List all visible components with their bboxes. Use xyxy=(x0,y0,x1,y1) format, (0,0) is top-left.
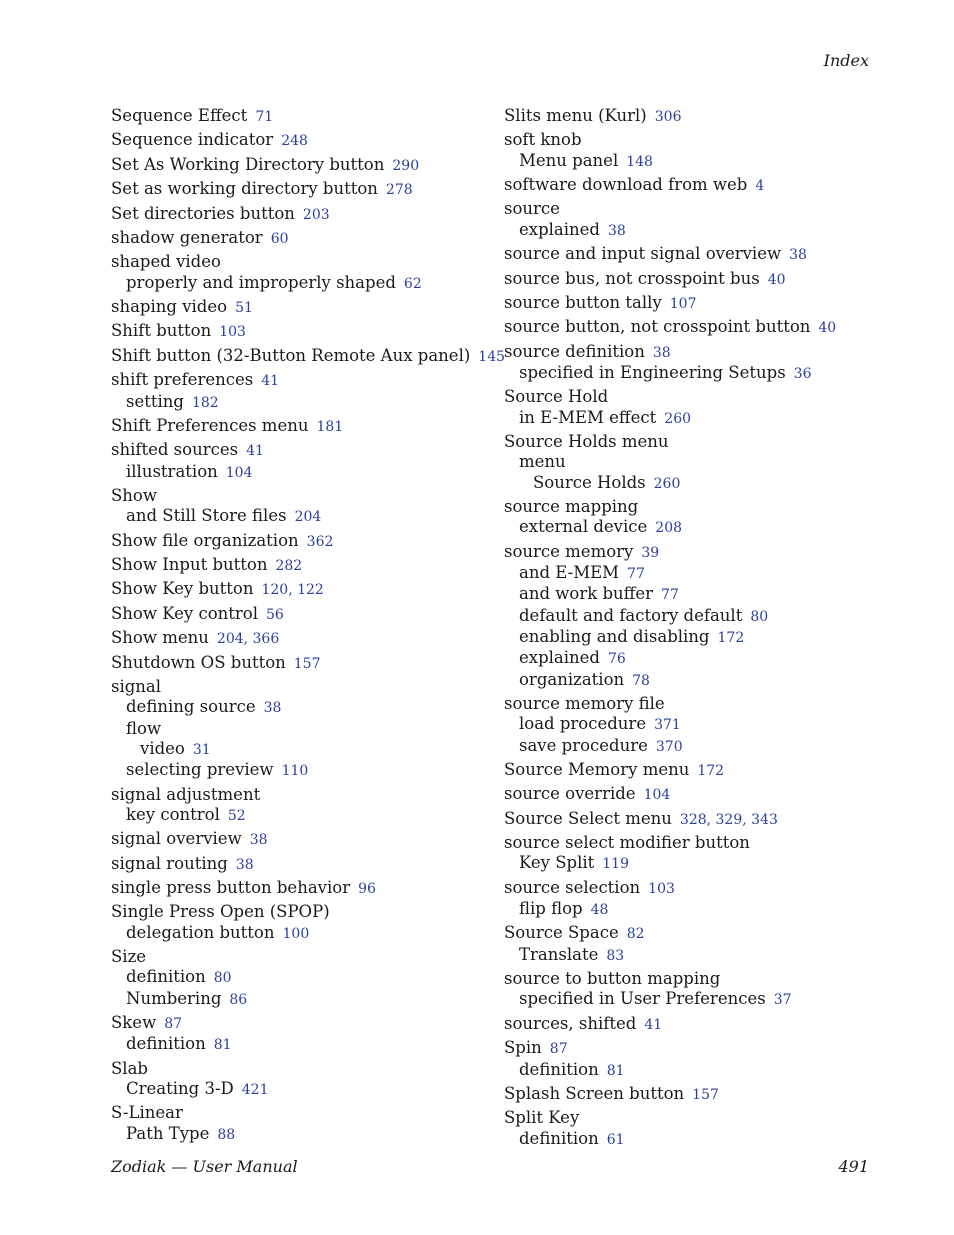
index-entry xyxy=(504,670,884,691)
page-reference-link[interactable]: 204, 366 xyxy=(216,631,280,648)
index-entry xyxy=(111,923,491,944)
page-reference-link[interactable]: 87 xyxy=(549,1041,568,1058)
page-reference-link[interactable]: 260 xyxy=(653,475,681,492)
footer-title: Zodiak — User Manual xyxy=(111,1157,298,1176)
index-term: source button, not crosspoint button xyxy=(504,317,811,337)
index-term: Single Press Open (SPOP) xyxy=(111,902,330,922)
index-entry xyxy=(504,714,884,735)
index-term: explained xyxy=(519,219,600,239)
index-entry xyxy=(504,293,884,314)
page-reference-link[interactable]: 260 xyxy=(664,410,692,427)
index-term: Source Memory menu xyxy=(504,759,690,779)
index-entry xyxy=(504,363,884,384)
index-term: Source Hold xyxy=(504,387,609,407)
index-entry xyxy=(111,273,491,294)
index-term: and Still Store files xyxy=(126,506,287,526)
index-term: setting xyxy=(126,391,184,411)
index-term: video xyxy=(140,738,185,758)
index-entry xyxy=(111,345,506,367)
index-entry xyxy=(504,497,884,517)
index-entry xyxy=(504,220,884,241)
page-reference-link[interactable]: 77 xyxy=(661,587,679,604)
page-reference-link[interactable]: 362 xyxy=(306,533,334,550)
index-term: shadow generator xyxy=(111,227,263,247)
index-entry xyxy=(504,199,884,219)
index-entry xyxy=(111,370,491,391)
page-reference-link[interactable]: 103 xyxy=(219,324,246,341)
page-reference-link[interactable]: 38 xyxy=(652,344,671,361)
index-entry xyxy=(504,694,884,714)
page-reference-link[interactable]: 203 xyxy=(302,206,330,223)
page-reference-link[interactable]: 40 xyxy=(767,271,786,288)
page-reference-link[interactable]: 282 xyxy=(275,558,303,575)
index-column-right xyxy=(504,106,884,1150)
index-term: Translate xyxy=(519,944,599,964)
page-reference-link[interactable]: 48 xyxy=(590,902,609,919)
index-term: defining source xyxy=(126,697,256,717)
index-entry xyxy=(111,947,491,967)
page-reference-link[interactable]: 56 xyxy=(265,606,284,623)
index-entry xyxy=(504,1084,884,1105)
index-entry xyxy=(111,878,491,899)
index-term: organization xyxy=(519,669,625,689)
index-term: signal routing xyxy=(111,853,228,873)
index-entry xyxy=(504,969,884,989)
index-term: Source Holds xyxy=(533,472,646,492)
page-reference-link[interactable]: 208 xyxy=(655,520,683,537)
page-reference-link[interactable]: 37 xyxy=(773,992,792,1009)
index-term: Source Space xyxy=(504,923,619,943)
index-entry xyxy=(111,604,491,625)
index-entry xyxy=(111,440,491,461)
index-entry xyxy=(111,677,491,697)
index-term: source bus, not crosspoint bus xyxy=(504,268,760,288)
page-reference-link[interactable]: 148 xyxy=(626,153,653,170)
index-term: Set As Working Directory button xyxy=(111,154,385,174)
page-reference-link[interactable]: 52 xyxy=(227,807,246,824)
index-term: Size xyxy=(111,947,147,967)
index-entry xyxy=(111,531,491,552)
index-entry xyxy=(111,297,491,318)
index-entry xyxy=(111,1079,491,1100)
index-term: Set as working directory button xyxy=(111,179,378,199)
index-entry xyxy=(504,1014,884,1035)
index-term: Key Split xyxy=(519,853,595,873)
index-entry xyxy=(504,1108,884,1128)
index-term: Numbering xyxy=(126,988,222,1008)
index-term: in E-MEM effect xyxy=(519,407,657,427)
index-term: shift preferences xyxy=(111,370,254,390)
index-term: Menu panel xyxy=(519,150,619,170)
index-term: Slits menu (Kurl) xyxy=(504,106,647,125)
index-term: definition xyxy=(126,1034,206,1054)
index-entry xyxy=(504,175,884,196)
index-entry xyxy=(111,739,491,760)
index-column-left xyxy=(111,106,506,1145)
page-reference-link[interactable]: 87 xyxy=(164,1016,183,1033)
index-term: Shift button xyxy=(111,321,212,341)
index-entry xyxy=(111,106,491,127)
page-reference-link[interactable]: 38 xyxy=(789,247,807,264)
index-entry xyxy=(111,697,491,718)
page-reference-link[interactable]: 157 xyxy=(692,1086,719,1103)
page-reference-link[interactable]: 104 xyxy=(225,464,253,481)
index-entry xyxy=(111,902,491,922)
index-term: flip flop xyxy=(519,899,583,919)
index-term: source select modifier button xyxy=(504,833,750,853)
page-reference-link[interactable]: 38 xyxy=(607,222,626,239)
index-term: shaping video xyxy=(111,297,228,317)
index-entry xyxy=(111,1124,491,1145)
index-term: Slab xyxy=(111,1058,148,1078)
index-entry xyxy=(111,785,491,805)
index-entry xyxy=(504,648,884,669)
index-term: source and input signal overview xyxy=(504,244,782,264)
index-entry xyxy=(504,878,884,899)
index-entry xyxy=(504,342,884,363)
index-term: Source Select menu xyxy=(504,808,672,828)
page-reference-link[interactable]: 31 xyxy=(192,741,211,758)
index-term: source override xyxy=(504,784,636,804)
index-term: definition xyxy=(519,1128,599,1148)
index-entry xyxy=(111,579,491,600)
index-term: shaped video xyxy=(111,252,221,272)
page-reference-link[interactable]: 100 xyxy=(282,925,310,942)
index-entry xyxy=(504,432,884,452)
index-entry xyxy=(111,1034,491,1055)
page-reference-link[interactable]: 86 xyxy=(229,991,248,1008)
index-entry xyxy=(504,244,884,265)
page-reference-link[interactable]: 172 xyxy=(697,762,725,779)
page-reference-link[interactable]: 157 xyxy=(293,655,321,672)
index-entry xyxy=(504,627,884,648)
index-term: S-Linear xyxy=(111,1103,183,1123)
index-term: flow xyxy=(126,718,162,738)
index-entry xyxy=(111,653,491,674)
index-entry xyxy=(504,606,884,627)
index-term: definition xyxy=(126,967,206,987)
running-header: Index xyxy=(823,51,869,70)
page-reference-link[interactable]: 81 xyxy=(606,1062,625,1079)
index-entry xyxy=(111,462,491,483)
page-reference-link[interactable]: 4 xyxy=(755,178,765,195)
index-entry xyxy=(111,416,491,437)
index-term: Source Holds menu xyxy=(504,432,669,452)
index-term: menu xyxy=(519,452,566,472)
page-reference-link[interactable]: 371 xyxy=(654,717,681,734)
index-entry xyxy=(504,809,884,830)
index-term: shifted sources xyxy=(111,440,239,460)
index-entry xyxy=(504,1129,884,1150)
index-term: illustration xyxy=(126,461,218,481)
page-reference-link[interactable]: 60 xyxy=(270,230,289,247)
index-term: source to button mapping xyxy=(504,969,721,989)
index-entry xyxy=(111,1103,491,1123)
page-reference-link[interactable]: 62 xyxy=(403,275,422,292)
index-term: load procedure xyxy=(519,714,647,734)
index-entry xyxy=(504,760,884,781)
page-reference-link[interactable]: 76 xyxy=(607,651,626,668)
page-reference-link[interactable]: 41 xyxy=(644,1016,663,1033)
index-entry xyxy=(504,989,884,1010)
index-term: soft knob xyxy=(504,130,582,150)
index-term: Show menu xyxy=(111,628,209,648)
index-term: external device xyxy=(519,517,648,537)
page-reference-link[interactable]: 104 xyxy=(643,787,671,804)
index-term: sources, shifted xyxy=(504,1013,637,1033)
index-entry xyxy=(111,204,491,225)
index-entry xyxy=(111,829,491,850)
index-term: single press button behavior xyxy=(111,878,351,898)
index-term: Splash Screen button xyxy=(504,1083,685,1103)
index-term: Spin xyxy=(504,1038,542,1058)
page-reference-link[interactable]: 36 xyxy=(793,366,812,383)
page-reference-link[interactable]: 328, 329, 343 xyxy=(679,811,778,828)
index-entry xyxy=(504,899,884,920)
page-reference-link[interactable]: 145 xyxy=(478,348,506,365)
page-reference-link[interactable]: 51 xyxy=(235,300,253,317)
page-reference-link[interactable]: 290 xyxy=(392,157,420,174)
index-term: and work buffer xyxy=(519,584,654,604)
index-term: key control xyxy=(126,804,220,824)
index-term: Set directories button xyxy=(111,203,295,223)
page-reference-link[interactable]: 78 xyxy=(632,672,650,689)
index-term: Show Key control xyxy=(111,603,258,623)
index-term: Sequence indicator xyxy=(111,130,274,150)
index-entry xyxy=(504,542,884,563)
index-entry xyxy=(111,228,491,249)
index-term: Show file organization xyxy=(111,530,299,550)
page-reference-link[interactable]: 38 xyxy=(235,856,254,873)
index-term: Skew xyxy=(111,1013,157,1033)
index-entry xyxy=(504,269,884,290)
index-entry xyxy=(111,628,491,649)
index-term: specified in Engineering Setups xyxy=(519,363,786,383)
index-term: properly and improperly shaped xyxy=(126,272,396,292)
index-entry xyxy=(504,784,884,805)
index-entry xyxy=(504,923,884,944)
index-entry xyxy=(504,945,884,966)
page-reference-link[interactable]: 41 xyxy=(261,373,280,390)
page-reference-link[interactable]: 71 xyxy=(255,109,274,125)
page-reference-link[interactable]: 38 xyxy=(249,832,268,849)
index-entry xyxy=(504,151,884,172)
index-entry xyxy=(504,130,884,150)
page-reference-link[interactable]: 83 xyxy=(606,947,625,964)
index-entry xyxy=(504,563,884,584)
index-term: enabling and disabling xyxy=(519,626,710,646)
index-entry xyxy=(504,584,884,605)
index-term: selecting preview xyxy=(126,760,274,780)
index-entry xyxy=(504,736,884,757)
index-term: Show Key button xyxy=(111,579,254,599)
index-term: source definition xyxy=(504,341,645,361)
page-reference-link[interactable]: 40 xyxy=(818,320,837,337)
index-entry xyxy=(111,1013,491,1034)
index-entry xyxy=(111,967,491,988)
index-term: Split Key xyxy=(504,1108,580,1128)
index-term: Shift button (32-Button Remote Aux panel) xyxy=(111,345,471,365)
index-term: source xyxy=(504,199,560,219)
page-reference-link[interactable]: 103 xyxy=(648,880,675,897)
index-term: Sequence Effect xyxy=(111,106,248,125)
index-entry xyxy=(111,805,491,826)
index-term: explained xyxy=(519,648,600,668)
index-term: delegation button xyxy=(126,922,275,942)
index-entry xyxy=(504,1060,884,1081)
index-term: signal adjustment xyxy=(111,784,261,804)
index-term: signal overview xyxy=(111,829,242,849)
index-term: Shutdown OS button xyxy=(111,652,286,672)
page-reference-link[interactable]: 110 xyxy=(281,763,309,780)
page-reference-link[interactable]: 61 xyxy=(606,1131,625,1148)
index-entry xyxy=(504,317,884,338)
page-reference-link[interactable]: 82 xyxy=(626,926,645,943)
index-term: definition xyxy=(519,1059,599,1079)
index-entry xyxy=(111,130,491,151)
page-reference-link[interactable]: 421 xyxy=(241,1082,269,1099)
index-entry xyxy=(504,452,884,472)
page-reference-link[interactable]: 182 xyxy=(191,394,219,411)
index-entry xyxy=(111,1059,491,1079)
page-reference-link[interactable]: 204 xyxy=(294,509,322,526)
index-term: Shift Preferences menu xyxy=(111,415,309,435)
index-term: software download from web xyxy=(504,175,748,195)
page-reference-link[interactable]: 306 xyxy=(654,109,682,125)
index-entry xyxy=(111,555,491,576)
page-reference-link[interactable]: 39 xyxy=(641,544,660,561)
page-reference-link[interactable]: 80 xyxy=(750,608,769,625)
index-entry xyxy=(111,321,491,342)
page-reference-link[interactable]: 107 xyxy=(669,295,697,312)
index-term: specified in User Preferences xyxy=(519,989,766,1009)
index-entry xyxy=(504,106,884,127)
page-reference-link[interactable]: 248 xyxy=(281,133,308,150)
index-term: save procedure xyxy=(519,735,648,755)
index-term: and E-MEM xyxy=(519,563,620,583)
page-reference-link[interactable]: 38 xyxy=(263,700,282,717)
index-entry xyxy=(111,179,491,200)
index-entry xyxy=(504,387,884,407)
page-number: 491 xyxy=(838,1157,869,1176)
index-term: source mapping xyxy=(504,497,639,517)
index-entry xyxy=(111,252,491,272)
index-entry xyxy=(504,473,884,494)
index-term: default and factory default xyxy=(519,605,743,625)
index-entry xyxy=(504,517,884,538)
index-term: Show Input button xyxy=(111,555,268,575)
index-entry xyxy=(111,155,491,176)
index-entry xyxy=(111,989,491,1010)
index-entry xyxy=(111,719,491,739)
page-reference-link[interactable]: 88 xyxy=(217,1126,236,1143)
page-reference-link[interactable]: 181 xyxy=(316,418,344,435)
page-reference-link[interactable]: 81 xyxy=(213,1037,232,1054)
page-reference-link[interactable]: 77 xyxy=(627,566,645,583)
page-reference-link[interactable]: 119 xyxy=(602,856,629,873)
page-reference-link[interactable]: 172 xyxy=(717,629,745,646)
index-term: signal xyxy=(111,677,162,696)
index-entry xyxy=(111,506,491,527)
page-reference-link[interactable]: 96 xyxy=(358,881,376,898)
index-term: Show xyxy=(111,485,157,505)
index-term: source memory xyxy=(504,541,634,561)
index-entry xyxy=(111,854,491,875)
index-entry xyxy=(111,392,491,413)
index-term: source selection xyxy=(504,877,641,897)
index-entry xyxy=(111,486,491,506)
index-entry xyxy=(504,853,884,874)
index-term: source button tally xyxy=(504,292,662,312)
page-reference-link[interactable]: 120, 122 xyxy=(261,582,324,599)
index-term: Creating 3-D xyxy=(126,1079,234,1099)
page-reference-link[interactable]: 278 xyxy=(385,182,413,199)
index-entry xyxy=(504,408,884,429)
page-reference-link[interactable]: 370 xyxy=(655,738,683,755)
index-entry xyxy=(504,833,884,853)
index-term: Path Type xyxy=(126,1123,210,1143)
index-entry xyxy=(504,1038,884,1059)
page-reference-link[interactable]: 80 xyxy=(213,970,232,987)
index-entry xyxy=(111,760,491,781)
page-reference-link[interactable]: 41 xyxy=(246,443,264,460)
index-term: source memory file xyxy=(504,693,665,713)
